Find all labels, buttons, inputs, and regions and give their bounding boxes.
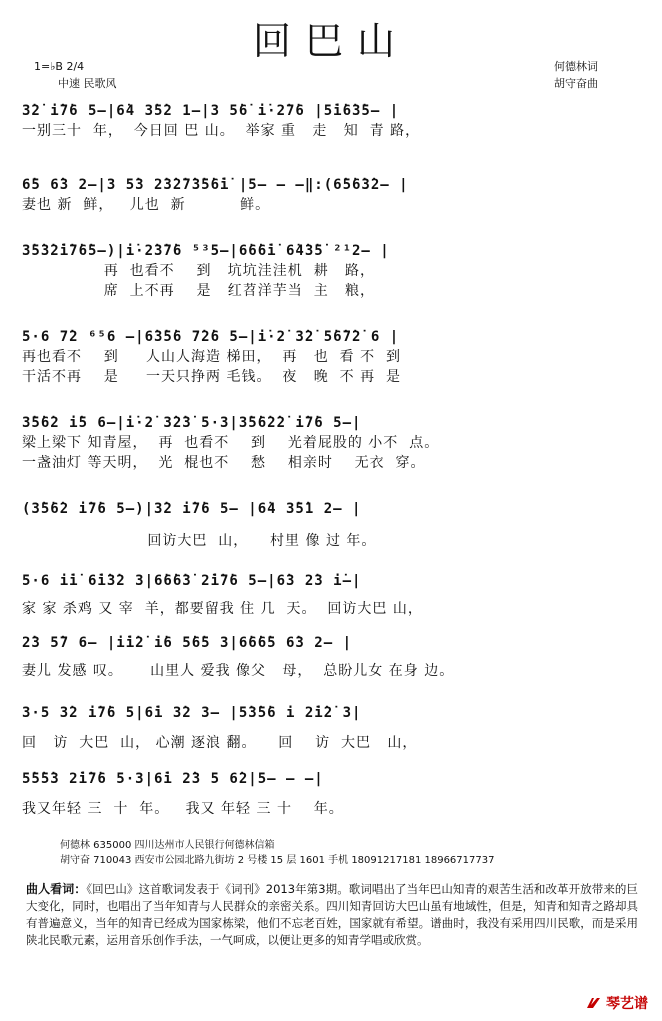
- lyric-line: 再也看不 到 人山人海造 梯田， 再 也 看 不 到: [22, 349, 402, 365]
- score-system-1: [22, 100, 642, 141]
- score-system-3: [22, 240, 642, 301]
- score-system-10: [22, 768, 642, 819]
- composer: 胡守奋曲: [554, 77, 598, 90]
- score-system-7: [22, 570, 642, 619]
- contact-info: [60, 838, 494, 868]
- lyric-line: 一盏油灯 等天明， 光 棍也不 愁 相亲时 无衣 穿。: [22, 455, 426, 471]
- score-system-2: [22, 174, 642, 215]
- score-system-5: [22, 412, 642, 473]
- notation-line: (3̇5̇6̇2 i̇7̇6 5—)|3̇2 i̇7̇6 5— |6̇4 3̇5̇1 2— |: [22, 501, 362, 517]
- commentary-heading: 曲人看词：: [26, 882, 87, 896]
- site-logo: [585, 993, 648, 1013]
- logo-text: 琴艺谱: [606, 996, 648, 1012]
- notation-line: 2̇3 5̇7 6— |i̇i̇2̇ i̇6 5̇6̇5 3|6̇6̇6̇5 6̇3 2— |: [22, 635, 353, 651]
- lyric-line: 我又年轻 三 十 年。 我又 年轻 三 十 年。: [22, 801, 344, 817]
- notation-line: 3̇2̇ i̇7̇6 5—|6̇4 3̇5̇2 1—|3 5̇6̇ i̇·2̇7̇6 |5̇i̇6̇3̇5— |: [22, 103, 400, 119]
- lyric-line: 梁上梁下 知青屋， 再 也看不 到 光着屁股的 小不 点。: [22, 435, 440, 451]
- lyric-line: 回 访 大巴 山， 心潮 逐浪 翻。 回 访 大巴 山，: [22, 735, 418, 751]
- notation-line: 3̇5̇3̇2̇i̇7̇6̇5—)|i̇·2̇3̇7̇6 ⁵³5—|6̇6̇6̇i̇ 6̇4̇3̇5̇ ²¹2— |: [22, 243, 390, 259]
- lyric-line: 妻儿 发感 叹。 山里人 爱我 像父 母， 总盼儿女 在身 边。: [22, 663, 455, 679]
- lyricist: 何德林词: [554, 60, 598, 73]
- logo-icon: [585, 996, 603, 1010]
- lyric-line: 再 也看不 到 坑坑洼洼机 耕 路，: [22, 263, 376, 279]
- meta-right: [554, 58, 598, 92]
- score-system-8: [22, 632, 642, 681]
- commentary-body: 《回巴山》这首歌词发表于《词刊》2013年第3期。歌词唱出了当年巴山知青的艰苦生活和改革开放带来的巨大变化，同时，也唱出了当年知青与人民群众的亲密关系。四川知青回访大巴山虽有地域性，但是，知青和知青之路却具有普遍意义，当年的知青已经成为国家栋梁，他们不忘老百姓，国家就有希望。谱曲时，我没有采用四川民歌，而是采用陕北民歌元素，运用音乐创作手法，一气呵成，以便让更多的知青学唱或欣赏。: [26, 882, 638, 947]
- lyric-line: 干活不再 是 一天只挣两 毛钱。 夜 晚 不 再 是: [22, 369, 402, 385]
- key-signature: 1=♭B 2/4: [34, 60, 85, 73]
- notation-line: 5̇5̇5̇3 2̇i̇7̇6 5·3|6̇i 2̇3 5 6̇2|5— — —|: [22, 771, 324, 787]
- lyric-line: 妻也 新 鲜， 儿也 新 鲜。: [22, 197, 271, 213]
- contact-line: 何德林 635000 四川达州市人民银行何德林信箱: [60, 840, 275, 851]
- contact-line: 胡守奋 710043 西安市公园北路九街坊 2 号楼 15 层 1601 手机 18091217181 18966717737: [60, 855, 495, 866]
- score-system-6: [22, 498, 642, 551]
- lyric-line: 一别三十 年， 今日回 巴 山。 举家 重 走 知 青 路，: [22, 123, 421, 139]
- tempo-marking: 中速 民歌风: [58, 77, 117, 90]
- meta-left: [34, 58, 117, 92]
- lyric-line: 家 家 杀鸡 又 宰 羊，都要留我 住 几 天。 回访大巴 山，: [22, 601, 423, 617]
- notation-line: 6̇5 6̇3 2—|3 5̇3 2̇3̇2̇7̇3̇5̇6̇i̇ |5— — —‖:(6̇5̇6̇3̇2— |: [22, 177, 409, 193]
- notation-line: 3̇5̇6̇2 i̇5 6—|i̇·2̇ 3̇2̇3̇ 5·3|3̇5̇6̇2̇2̇ i̇7̇6 5—|: [22, 415, 362, 431]
- commentary: [26, 881, 638, 949]
- lyric-line: 席 上不再 是 红苕洋芋当 主 粮，: [22, 283, 376, 299]
- lyric-line: 回访大巴 山， 村里 像 过 年。: [22, 533, 377, 549]
- song-title: 回巴山: [252, 19, 409, 63]
- notation-line: 3·5 3̇2 i̇7̇6 5|6̇i 3̇2 3— |5̇3̇5̇6 i 2̇i̇2̇ 3|: [22, 705, 362, 721]
- score-system-4: [22, 326, 642, 387]
- notation-line: 5·6 7̇2 ⁶⁵6 —|6̇3̇5̇6 7̇2̇6 5—|i̇·2̇ 3̇2̇ 5̇6̇7̇2̇ 6 |: [22, 329, 400, 345]
- score-system-9: [22, 702, 642, 753]
- notation-line: 5·6 i̇i̇ 6̇i̇3̇2 3|6̇6̇6̇3̇ 2̇i̇7̇6 5—|6̇3 2̇3 i̇—|: [22, 573, 362, 589]
